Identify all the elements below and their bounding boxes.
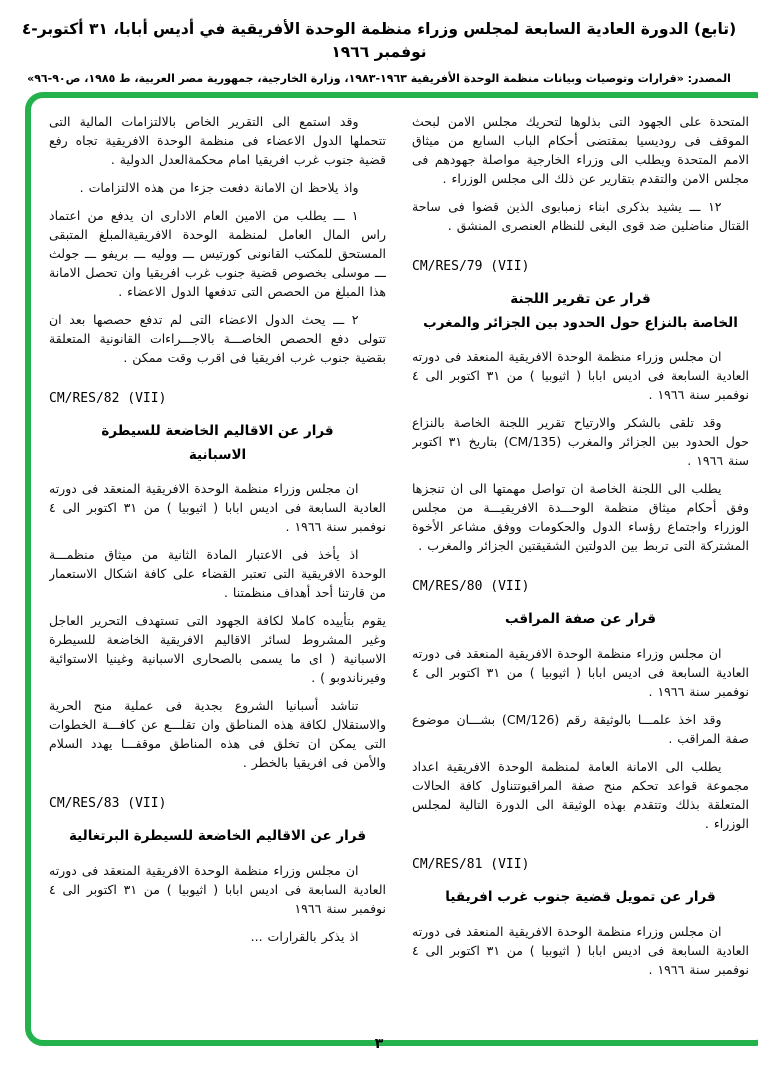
page-header [0, 18, 758, 86]
resolution-title-line: قرار عن الاقاليم الخاضعة للسيطرة البرتغالية [68, 828, 367, 845]
paragraph: ان مجلس وزراء منظمة الوحدة الافريقية المنعقد فى دورته العادية السابعة فى اديس ابابا ( اثيوبيا ) من ٣١ اكتوبر الى ٤ نوفمبر سنة ١٩٦٦ . [412, 349, 749, 403]
paragraph: ان مجلس وزراء منظمة الوحدة الافريقية المنعقد فى دورته العادية السابعة فى اديس ابابا ( اثيوبيا ) من ٣١ اكتوبر الى ٤ نوفمبر سنة ١٩٦٦ . [412, 645, 749, 699]
source-citation: المصدر: «قرارات وتوصيات وبيانات منظمة الوحدة الأفريقية ١٩٦٣-١٩٨٣، وزارة الخارجية، جمهورية مصر العربية، ط ١٩٨٥، ص٩٠-٩٦» [27, 71, 731, 85]
paragraph: ٢ ـــ يحث الدول الاعضاء التى لم تدفع حصصها بعد ان تتولى دفع الحصص الخاصـــة بالاجـــراءات القانونية المتعلقة بقضية جنوب غرب افريقيا فى اقرب وقت ممكن . [49, 312, 386, 365]
paragraph: يقوم بتأييده كاملا لكافة الجهود التى تستهدف التحرير العاجل وغير المشروط لسائر الاقاليم الافريقية الخاضعة للسيطرة الاسبانية ( اى ما يسمى بالصحارى الاسبانية وغينيا الاستوائية وفيرناندوبو ) . [49, 613, 386, 686]
resolutions-box [25, 92, 758, 1046]
resolution-title-line: قرار عن الاقاليم الخاضعة للسيطرة [101, 423, 334, 439]
paragraph: المتحدة على الجهود التى بذلوها لتحريك مجلس الامن لبحث الموقف فى روديسيا بمقتضى أحكام الباب السابع من ميثاق الامم المتحدة ويطلب الى وزراء الخارجية مواصلة جهودهم فى مجلس الامن والتقدم بتقارير عن ذلك الى مجلس الوزراء . [412, 114, 749, 186]
resolution-title [49, 420, 386, 467]
resolution-code: CM/RES/83 (VII) [49, 796, 167, 812]
column-left [49, 112, 386, 1026]
paragraph: تناشد أسبانيا الشروع بجدية فى عملية منح الحرية والاستقلال لكافة هذه المناطق وان تقلـــع عن كافـــة الخطوات التى يمكن ان تخلق فى هذه المناطق موقفـــا يهدد السلام والأمن فى افريقيا بالخطر . [49, 698, 386, 771]
resolution-title-line: قرار عن تقرير اللجنة [510, 291, 651, 307]
resolution-code: CM/RES/81 (VII) [412, 856, 530, 872]
resolution-title [412, 288, 749, 335]
paragraph: وقد استمع الى التقرير الخاص بالالتزامات المالية التى تتحملها الدول الاعضاء فى منظمة الوحدة الافريقية تجاه رفع قضية جنوب غرب افريقيا امام محكمةالعدل الدولية . [49, 114, 386, 167]
paragraph: يطلب الى الامانة العامة لمنظمة الوحدة الافريقية اعداد مجموعة قواعد تحكم منح صفة المراقبوتتناول كافة الحالات المتعلقة بذلك وتتقدم بهذه الوثيقة الى الدورة التالية لمجلس الوزراء . [412, 758, 749, 831]
paragraph: يطلب الى اللجنة الخاصة ان تواصل مهمتها الى ان تنجزها وفق أحكام ميثاق منظمة الوحـــدة الافريقيـــة من مجلس الوزراء واجتماع رؤساء الدول والحكومات ووفق مشاعر الأخوة المشتركة التى تربط بين الدولتين الشقيقتين الجزائر والمغرب . [412, 481, 749, 554]
paragraph: اذ يأخذ فى الاعتبار المادة الثانية من ميثاق منظمـــة الوحدة الافريقية التى تعتبر القضاء على كافة اشكال الاستعمار من قارتنا أحد أهداف منظمتنا . [49, 547, 386, 601]
resolution-title-line: الخاصة بالنزاع حول الحدود بين الجزائر والمغرب [423, 314, 738, 331]
paragraph: وقد اخذ علمـــا بالوثيقة رقم (CM/126) بشـــان موضوع صفة المراقب . [412, 711, 749, 746]
paragraph: ان مجلس وزراء منظمة الوحدة الافريقية المنعقد فى دورته العادية السابعة فى اديس ابابا ( اثيوبيا ) من ٣١ اكتوبر الى ٤ نوفمبر سنة ١٩٦٦ [49, 862, 386, 916]
column-right [412, 112, 749, 1026]
paragraph: وقد تلقى بالشكر والارتياح تقرير اللجنة الخاصة بالنزاع حول الحدود بين الجزائر والمغرب (CM/135) بتاريخ ٣١ اكتوبر سنة ١٩٦٦ . [412, 415, 749, 469]
resolution-title [412, 608, 749, 632]
session-title: (تابع) الدورة العادية السابعة لمجلس وزراء منظمة الوحدة الأفريقية في أديس أبابا، ٣١ أكتوبر-٤ نوفمبر ١٩٦٦ [21, 20, 737, 62]
paragraph: ان مجلس وزراء منظمة الوحدة الافريقية المنعقد فى دورته العادية السابعة فى اديس ابابا ( اثيوبيا ) من ٣١ اكتوبر الى ٤ نوفمبر سنة ١٩٦٦ . [49, 481, 386, 535]
resolution-code: CM/RES/82 (VII) [49, 391, 167, 406]
paragraph: ١٢ ـــ يشيد بذكرى ابناء زمبابوى الذين قضوا فى ساحة القتال مناضلين ضد قوى البغى للنظام العنصرى المنشق . [412, 199, 749, 233]
page-number: ٣ [374, 1036, 384, 1052]
paragraph: ١ ـــ يطلب من الامين العام الادارى ان يدفع من اعتماد راس المال العامل لمنظمة الوحدة الافريقيةالمبلغ المتبقى المستحق للمكتب القانونى كورتيس ـــ ووليه ـــ بريفو ـــ جولث ـــ موسلى بخصوص قضية جنوب غرب افريقيا وان تحصل الامانة هذا المبلغ من الحصص التى تدفعها الدول الاعضاء . [49, 208, 386, 299]
resolution-title-line: قرار عن صفة المراقب [505, 611, 656, 628]
resolution-code: CM/RES/80 (VII) [412, 579, 530, 595]
resolution-title-line: الاسبانية [188, 446, 247, 463]
paragraph: اذ يذكر بالقرارات ... [250, 928, 359, 944]
resolution-code: CM/RES/79 (VII) [412, 259, 530, 274]
resolution-title [412, 886, 749, 910]
paragraph: ان مجلس وزراء منظمة الوحدة الافريقية المنعقد فى دورته العادية السابعة فى اديس ابابا ( اثيوبيا ) من ٣١ اكتوبر الى ٤ نوفمبر سنة ١٩٦٦ . [412, 923, 749, 977]
paragraph: واذ يلاحظ ان الامانة دفعت جزءا من هذه الالتزامات . [79, 180, 359, 195]
resolution-title-line: قرار عن تمويل قضية جنوب غرب افريقيا [445, 888, 716, 905]
resolution-title [49, 825, 386, 849]
